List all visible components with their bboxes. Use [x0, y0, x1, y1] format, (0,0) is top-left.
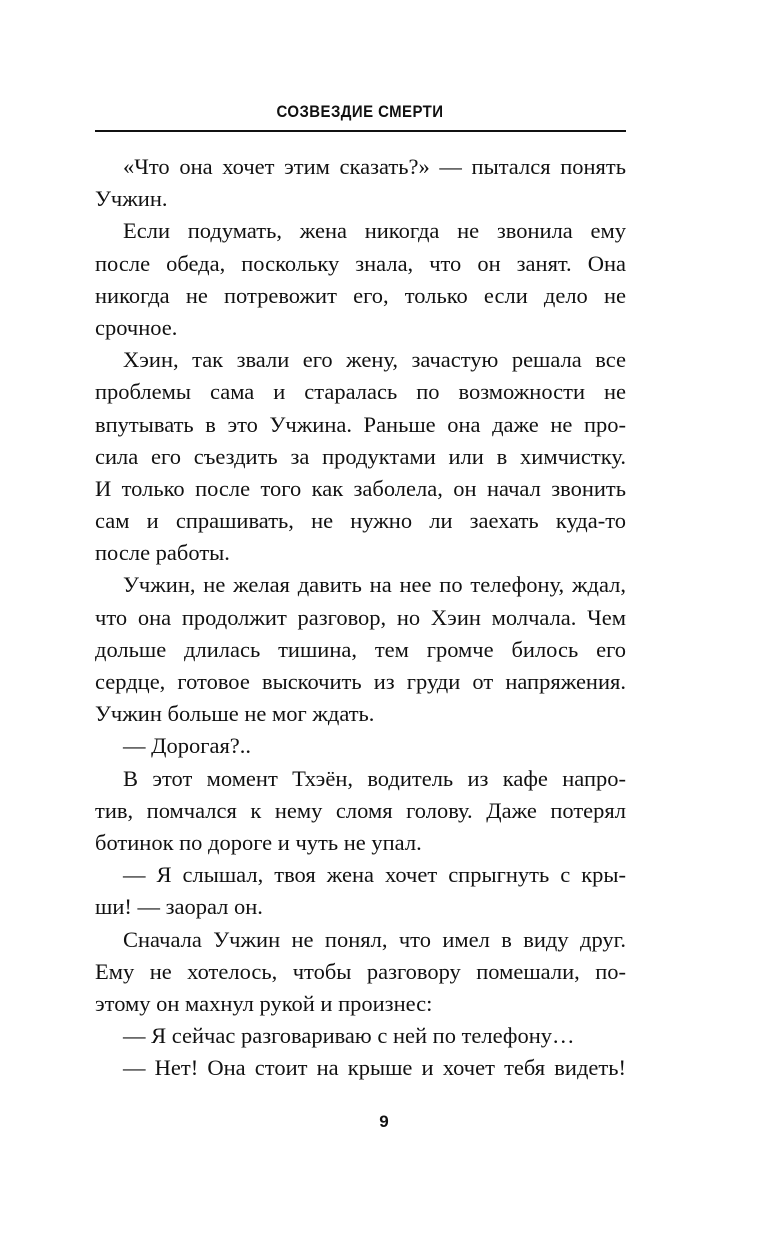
text-line: сердце, готовое выскочить из груди от напряжения. [95, 669, 626, 694]
text-line: ботинок по дороге и чуть не упал. [95, 829, 422, 855]
text-line: никогда не потревожит его, только если дело не [95, 282, 626, 308]
text-line: Учжин больше не мог ждать. [95, 701, 375, 727]
text-line: В этот момент Тхэён, водитель из кафе напро- [123, 765, 626, 791]
text-line: Сначала Учжин не понял, что имел в виду друг. [123, 926, 626, 952]
text-line: И только после того как заболела, он начал звонить [95, 475, 626, 501]
page-number: 9 [379, 1112, 389, 1131]
text-line: — Я слышал, твоя жена хочет спрыгнуть с кры- [123, 862, 626, 888]
text-line: «Что она хочет этим сказать?» — пытался понять [123, 154, 626, 179]
text-line: тив, помчался к нему сломя голову. Даже потерял [95, 797, 626, 823]
text-line: впутывать в это Учжина. Раньше она даже не про- [95, 411, 626, 437]
text-line: — Нет! Она стоит на крыше и хочет тебя видеть! [123, 1055, 626, 1081]
text-line: что она продолжит разговор, но Хэин молчала. Чем [95, 604, 626, 630]
text-line: сам и спрашивать, не нужно ли заехать куда-то [95, 508, 626, 534]
text-line: срочное. [95, 314, 178, 340]
header-rule [95, 130, 626, 132]
text-line: после обеда, поскольку знала, что он занят. Она [95, 250, 626, 276]
text-line: после работы. [95, 540, 230, 566]
running-title: СОЗВЕЗДИЕ СМЕРТИ [276, 102, 444, 121]
text-line: сила его съездить за продуктами или в химчистку. [95, 443, 626, 469]
text-line: этому он махнул рукой и произнес: [95, 990, 433, 1016]
text-line: проблемы сама и старалась по возможности не [95, 379, 626, 405]
text-line: — Дорогая?.. [123, 733, 252, 759]
text-line: — Я сейчас разговариваю с ней по телефону… [123, 1023, 575, 1049]
text-line: Учжин. [95, 186, 168, 212]
text-line: Если подумать, жена никогда не звонила ему [123, 218, 626, 244]
body-text [95, 151, 626, 1084]
text-line: ши! — заорал он. [95, 894, 263, 920]
text-line: Ему не хотелось, чтобы разговору помешали, по- [95, 958, 626, 984]
text-line: Хэин, так звали его жену, зачастую решала все [123, 347, 626, 373]
text-line: Учжин, не желая давить на нее по телефону, ждал, [123, 572, 626, 598]
text-line: дольше длилась тишина, тем громче билось его [95, 636, 626, 662]
